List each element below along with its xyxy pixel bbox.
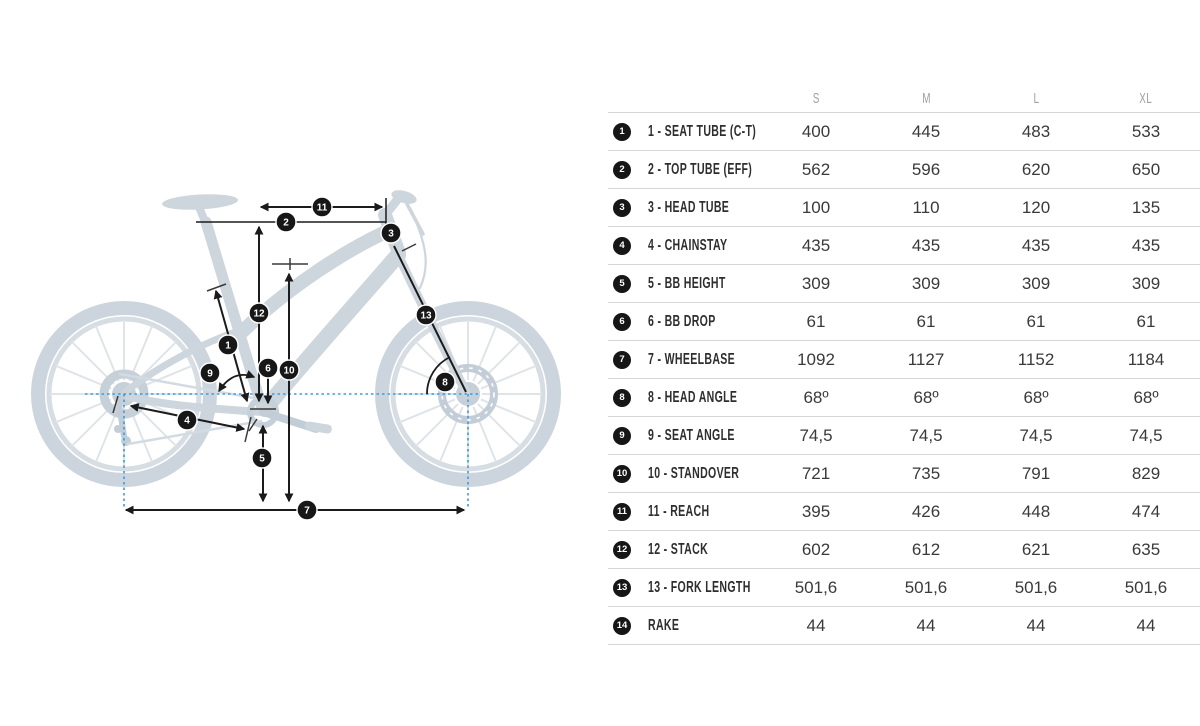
value-m: 426 (911, 501, 941, 521)
row-number-badge: 1 (613, 123, 631, 141)
row-label: 9 - SEAT ANGLE (648, 426, 735, 444)
value-xl: 135 (1131, 197, 1161, 217)
value-s: 100 (801, 197, 831, 217)
diagram-badge-4 (177, 410, 197, 430)
svg-text:13: 13 (420, 310, 432, 322)
row-label: 7 - WHEELBASE (648, 350, 736, 368)
row-label: RAKE (648, 616, 680, 634)
value-l: 791 (1021, 463, 1051, 483)
svg-text:8: 8 (442, 377, 448, 389)
value-s: 400 (801, 121, 831, 141)
table-row (608, 568, 1200, 606)
value-l: 61 (1026, 311, 1046, 331)
table-row (608, 530, 1200, 568)
row-label: 4 - CHAINSTAY (648, 236, 728, 254)
row-number-badge: 2 (613, 161, 631, 179)
table-row (608, 226, 1200, 264)
table-row (608, 454, 1200, 492)
row-number-badge: 10 (613, 465, 631, 483)
table-row (608, 378, 1200, 416)
value-xl: 61 (1136, 311, 1156, 331)
value-s: 602 (801, 539, 831, 559)
value-m: 74,5 (909, 425, 943, 445)
row-label: 2 - TOP TUBE (EFF) (648, 160, 753, 178)
value-s: 1092 (797, 349, 835, 369)
col-header-m: M (921, 90, 931, 107)
diagram-badge-5 (252, 448, 272, 468)
value-m: 596 (911, 159, 941, 179)
table-header-row (608, 85, 1200, 112)
value-l: 620 (1021, 159, 1051, 179)
value-l: 435 (1021, 235, 1051, 255)
value-xl: 309 (1131, 273, 1161, 293)
row-number-badge: 14 (613, 617, 631, 635)
value-s: 61 (806, 311, 826, 331)
diagram-badge-7 (297, 500, 317, 520)
svg-text:2: 2 (283, 217, 289, 229)
col-header-s: S (812, 90, 820, 107)
value-m: 309 (911, 273, 941, 293)
svg-text:5: 5 (259, 453, 265, 465)
value-s: 562 (801, 159, 831, 179)
value-xl: 533 (1131, 121, 1161, 141)
diagram-badge-3 (381, 223, 401, 243)
value-s: 395 (801, 501, 831, 521)
table-row (608, 416, 1200, 454)
diagram-badge-2 (276, 212, 296, 232)
row-number-badge: 5 (613, 275, 631, 293)
value-l: 74,5 (1019, 425, 1053, 445)
value-m: 44 (916, 615, 936, 635)
table-row (608, 492, 1200, 530)
row-number-badge: 9 (613, 427, 631, 445)
stem (386, 200, 397, 214)
svg-text:6: 6 (265, 363, 271, 375)
value-l: 68º (1023, 387, 1049, 407)
table-row (608, 112, 1200, 150)
diagram-badge-8 (435, 372, 455, 392)
row-label: 3 - HEAD TUBE (648, 198, 730, 216)
table-row (608, 302, 1200, 340)
svg-text:7: 7 (304, 505, 310, 517)
svg-text:3: 3 (388, 228, 394, 240)
table-row (608, 340, 1200, 378)
bike-geometry-diagram (0, 0, 600, 721)
value-l: 309 (1021, 273, 1051, 293)
value-l: 44 (1026, 615, 1046, 635)
value-l: 483 (1021, 121, 1051, 141)
svg-text:12: 12 (253, 308, 265, 320)
value-s: 435 (801, 235, 831, 255)
value-l: 120 (1021, 197, 1051, 217)
value-l: 621 (1021, 539, 1051, 559)
row-number-badge: 7 (613, 351, 631, 369)
value-xl: 44 (1136, 615, 1156, 635)
row-label: 6 - BB DROP (648, 312, 716, 330)
svg-text:1: 1 (225, 340, 231, 352)
row-label: 1 - SEAT TUBE (C-T) (648, 122, 757, 140)
value-l: 448 (1021, 501, 1051, 521)
diagram-badge-9 (200, 363, 220, 383)
value-m: 435 (911, 235, 941, 255)
row-label: 11 - REACH (648, 502, 710, 520)
value-m: 445 (911, 121, 941, 141)
value-xl: 650 (1131, 159, 1161, 179)
row-label: 8 - HEAD ANGLE (648, 388, 738, 406)
row-number-badge: 12 (613, 541, 631, 559)
diagram-badge-13 (416, 305, 436, 325)
row-number-badge: 11 (613, 503, 631, 521)
table-row (608, 150, 1200, 188)
diagram-badge-1 (218, 335, 238, 355)
value-xl: 68º (1133, 387, 1159, 407)
value-s: 501,6 (794, 577, 838, 597)
value-xl: 829 (1131, 463, 1161, 483)
svg-text:10: 10 (283, 365, 295, 377)
value-xl: 474 (1131, 501, 1161, 521)
row-label: 13 - FORK LENGTH (648, 578, 751, 596)
diagram-badge-12 (249, 303, 269, 323)
value-s: 721 (801, 463, 831, 483)
value-s: 68º (803, 387, 829, 407)
row-label: 5 - BB HEIGHT (648, 274, 726, 292)
table-row (608, 606, 1200, 645)
value-xl: 74,5 (1129, 425, 1163, 445)
value-xl: 1184 (1127, 349, 1165, 369)
value-m: 501,6 (904, 577, 948, 597)
value-xl: 435 (1131, 235, 1161, 255)
value-xl: 501,6 (1124, 577, 1168, 597)
table-row (608, 188, 1200, 226)
value-s: 44 (806, 615, 826, 635)
diagram-badge-10 (279, 360, 299, 380)
value-m: 110 (912, 197, 940, 217)
row-number-badge: 8 (613, 389, 631, 407)
svg-text:4: 4 (184, 415, 190, 427)
row-number-badge: 3 (613, 199, 631, 217)
table-row (608, 264, 1200, 302)
row-number-badge: 13 (613, 579, 631, 597)
value-l: 501,6 (1014, 577, 1058, 597)
row-label: 10 - STANDOVER (648, 464, 740, 482)
svg-text:11: 11 (316, 202, 328, 214)
value-m: 68º (913, 387, 939, 407)
value-m: 61 (916, 311, 936, 331)
value-xl: 635 (1131, 539, 1161, 559)
value-m: 1127 (907, 349, 945, 369)
row-number-badge: 4 (613, 237, 631, 255)
col-header-xl: XL (1139, 90, 1153, 107)
value-s: 74,5 (799, 425, 833, 445)
value-m: 612 (911, 539, 941, 559)
geometry-table (608, 85, 1200, 645)
row-label: 12 - STACK (648, 540, 709, 558)
value-m: 735 (911, 463, 941, 483)
diagram-badge-6 (258, 358, 278, 378)
svg-text:9: 9 (207, 368, 213, 380)
diagram-badge-11 (312, 197, 332, 217)
value-s: 309 (801, 273, 831, 293)
value-l: 1152 (1017, 349, 1055, 369)
col-header-l: L (1033, 90, 1039, 107)
row-number-badge: 6 (613, 313, 631, 331)
